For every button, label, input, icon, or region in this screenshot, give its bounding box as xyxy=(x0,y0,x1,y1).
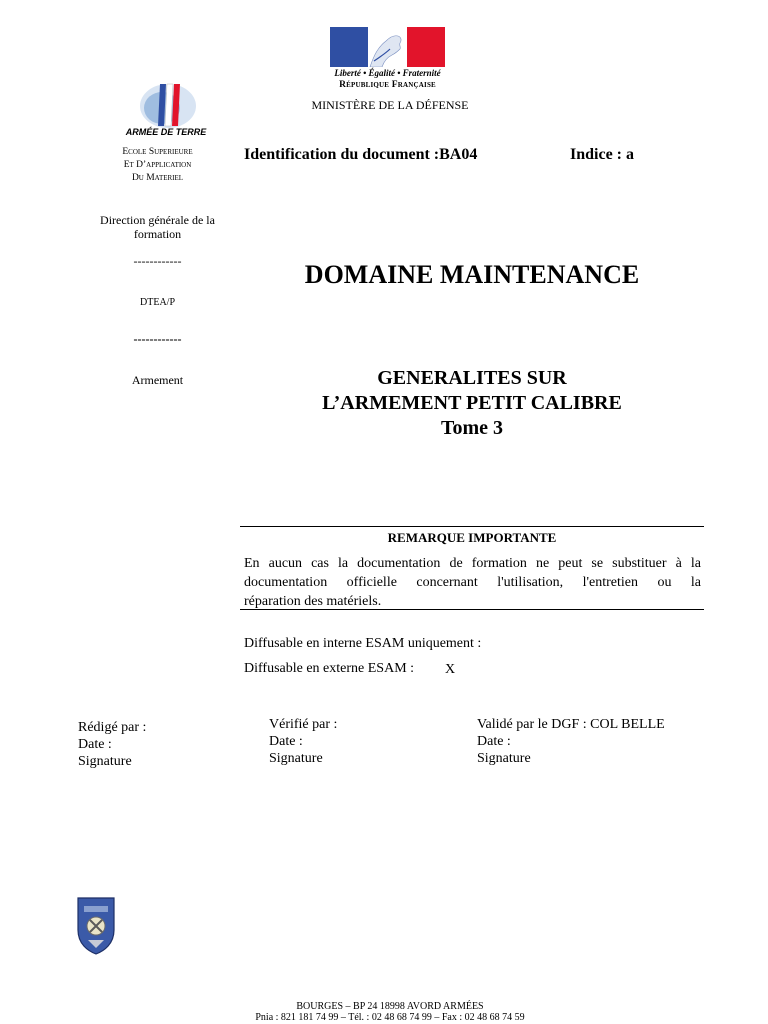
adt-label: ARMÉE DE TERRE xyxy=(125,127,207,137)
footer-contact: Pnia : 821 181 74 99 – Tél. : 02 48 68 74 99 – Fax : 02 48 68 74 59 xyxy=(255,1012,525,1023)
footer-address: BOURGES – BP 24 18998 AVORD ARMÉES xyxy=(296,1001,484,1012)
school-line-1: Ecole Superieure xyxy=(122,147,193,157)
armee-de-terre-logo-icon xyxy=(120,80,212,146)
esam-crest-icon xyxy=(76,896,116,956)
signature-role: Rédigé par : xyxy=(78,720,147,735)
subtitle-line-3: Tome 3 xyxy=(440,417,504,439)
signature-date: Date : xyxy=(477,734,511,749)
marianne-logo-icon xyxy=(330,27,445,99)
remark-line-1: En aucun cas la documentation de formation ne peut se substituer à la xyxy=(244,556,701,571)
signature-date: Date : xyxy=(269,734,303,749)
direction-label: Direction générale de la formation xyxy=(100,213,215,241)
signature-label: Signature xyxy=(269,751,323,766)
separator: ------------ xyxy=(133,332,182,346)
signature-role: Validé par le DGF : COL BELLE xyxy=(477,717,665,732)
domain-title: DOMAINE MAINTENANCE xyxy=(304,260,640,289)
diffusion-external-mark: X xyxy=(445,662,456,677)
rf-flag xyxy=(330,27,445,67)
rf-name: République Française xyxy=(339,80,436,90)
document-subtitle xyxy=(240,366,704,441)
subtitle-line-1: GENERALITES SUR xyxy=(377,367,567,389)
school-name xyxy=(80,146,235,185)
dtea-label: DTEA/P xyxy=(140,297,175,308)
signature-date: Date : xyxy=(78,737,112,752)
diffusion-external: Diffusable en externe ESAM : xyxy=(244,661,415,676)
ministry-name: MINISTÈRE DE LA DÉFENSE xyxy=(311,98,469,112)
school-line-3: Du Materiel xyxy=(131,173,184,183)
diffusion-internal: Diffusable en interne ESAM uniquement : xyxy=(244,636,482,651)
remark-line-2: documentation officielle concernant l'utilisation, l'entretien ou la xyxy=(244,575,701,590)
signature-block-verifie xyxy=(269,716,337,767)
document-identification: Identification du document :BA04 xyxy=(244,146,478,163)
separator: ------------ xyxy=(133,254,182,268)
signature-role: Vérifié par : xyxy=(269,717,338,732)
school-line-2: Et D’application xyxy=(123,160,192,170)
signature-block-redige xyxy=(78,719,146,770)
signature-block-valide xyxy=(477,716,665,767)
subtitle-line-2: L’ARMEMENT PETIT CALIBRE xyxy=(322,392,622,414)
signature-label: Signature xyxy=(477,751,531,766)
remark-box xyxy=(240,526,704,610)
remark-text xyxy=(244,554,701,611)
armement-label: Armement xyxy=(131,373,184,387)
signature-label: Signature xyxy=(78,754,132,769)
rf-motto: Liberté • Égalité • Fraternité xyxy=(334,68,441,78)
remark-line-3: réparation des matériels. xyxy=(244,594,382,609)
remark-title: REMARQUE IMPORTANTE xyxy=(387,530,557,545)
document-indice: Indice : a xyxy=(570,146,634,163)
